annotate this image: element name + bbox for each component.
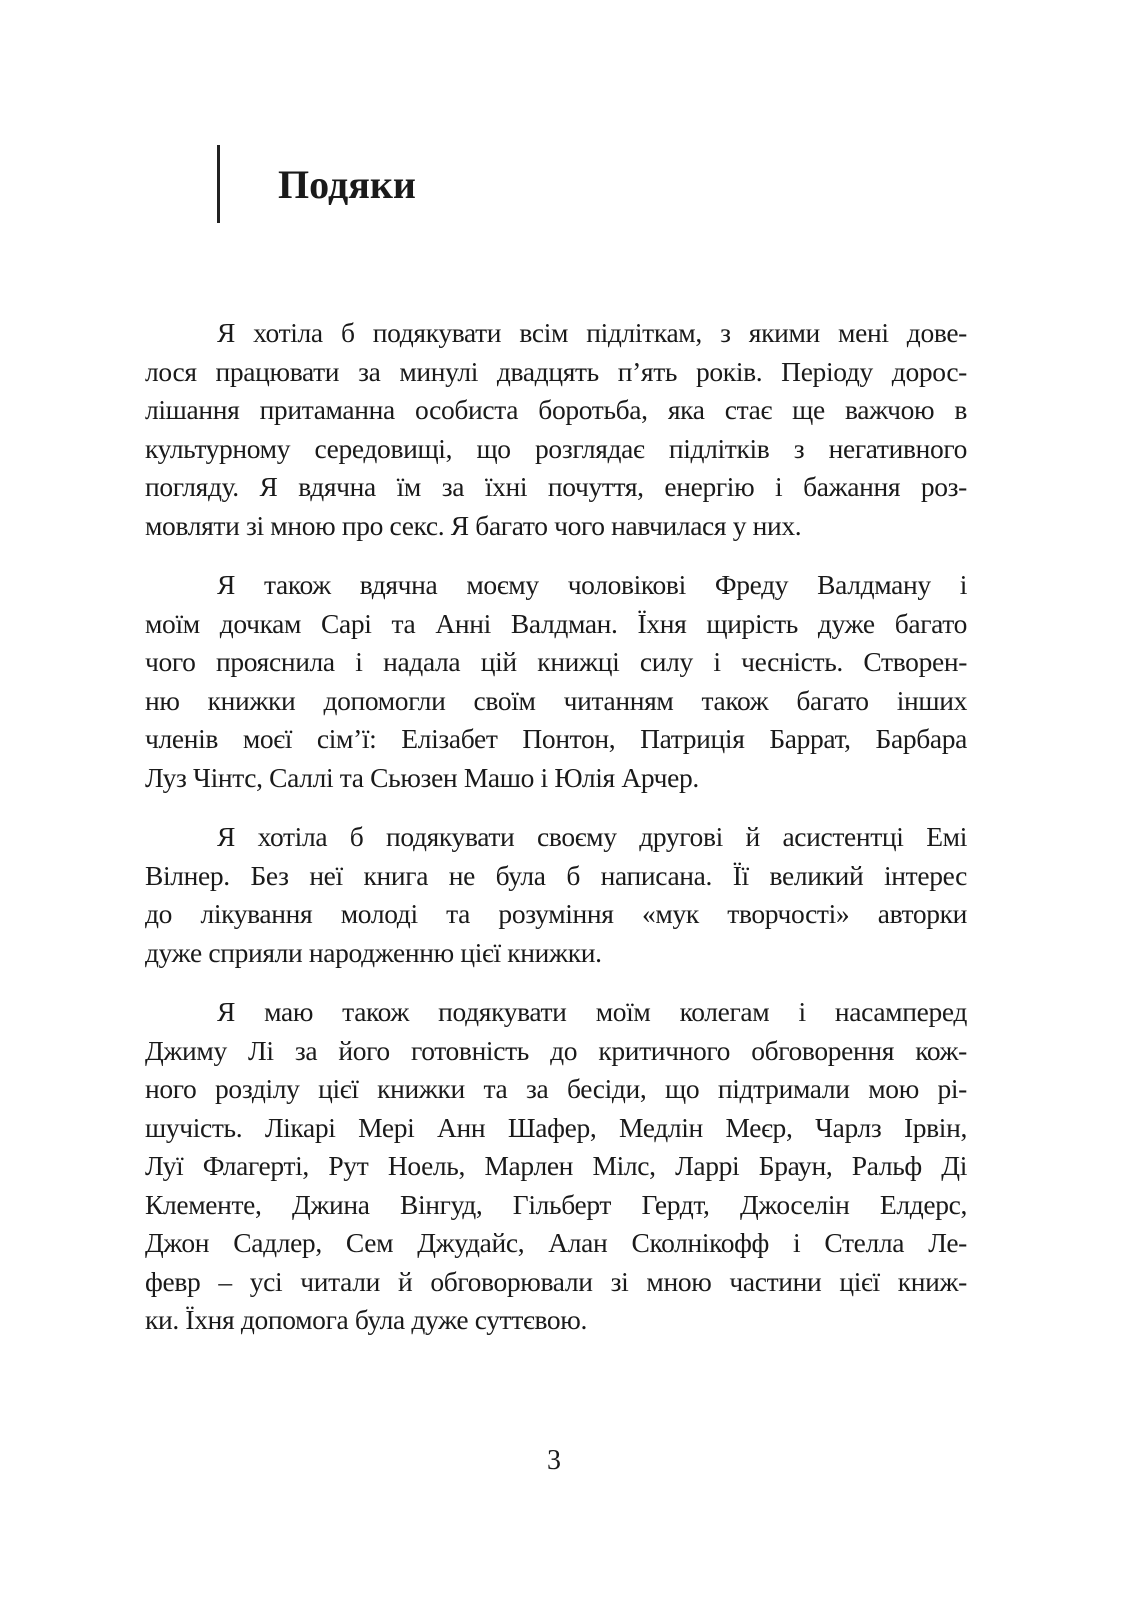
text-line: Я також вдячна моєму чоловікові Фреду Валдману і: [217, 569, 967, 600]
text-line: Джиму Лі за його готовність до критичного обговорення кож-: [145, 1034, 967, 1066]
text-line: мовляти зі мною про секс. Я багато чого навчилася у них.: [145, 509, 802, 541]
text-line: моїм дочкам Сарі та Анні Валдман. Їхня щирість дуже багато: [145, 607, 967, 639]
text-line: Я хотіла б подякувати своєму другові й асистентці Емі: [217, 821, 967, 852]
text-line: лішання притаманна особиста боротьба, яка стає ще важчою в: [145, 394, 967, 425]
body-text: [145, 314, 967, 1361]
text-line: Луз Чінтс, Саллі та Сьюзен Машо і Юлія Арчер.: [145, 761, 699, 793]
text-line: февр – усі читали й обговорювали зі мною частини цієї книж-: [145, 1265, 967, 1297]
text-line: Клементе, Джина Вінгуд, Гільберт Гердт, Джоселін Елдерс,: [145, 1188, 967, 1220]
text-line: культурному середовищі, що розглядає підлітків з негативного: [145, 432, 967, 464]
text-line: шучість. Лікарі Мері Анн Шафер, Медлін Меєр, Чарлз Ірвін,: [145, 1111, 967, 1143]
text-line: дуже сприяли народженню цієї книжки.: [145, 936, 602, 968]
page-number: 3: [547, 1445, 561, 1476]
paragraph: [145, 314, 967, 545]
text-line: Джон Садлер, Сем Джудайс, Алан Сколнікофф і Стелла Ле-: [145, 1227, 967, 1258]
text-line: Луї Флагерті, Рут Ноель, Марлен Мілс, Ларрі Браун, Ральф Ді: [145, 1150, 967, 1181]
text-line: ного розділу цієї книжки та за бесіди, що підтримали мою рі-: [145, 1073, 967, 1104]
text-line: Вілнер. Без неї книга не була б написана. Її великий інтерес: [145, 859, 967, 891]
page-title: Подяки: [278, 162, 416, 207]
text-line: до лікування молоді та розуміння «мук творчості» авторки: [145, 898, 967, 929]
text-line: лося працювати за минулі двадцять п’ять років. Періоду дорос-: [145, 355, 967, 387]
text-line: Я хотіла б подякувати всім підліткам, з якими мені дове-: [217, 317, 967, 348]
paragraph: [145, 818, 967, 972]
text-line: погляду. Я вдячна їм за їхні почуття, енергію і бажання роз-: [145, 471, 967, 502]
text-line: Я маю також подякувати моїм колегам і насамперед: [217, 996, 967, 1027]
heading-rule: [217, 145, 220, 223]
text-line: чого прояснила і надала цій книжці силу і чесність. Створен-: [145, 646, 967, 677]
text-line: ки. Їхня допомога була дуже суттєвою.: [145, 1304, 588, 1335]
text-line: членів моєї сім’ї: Елізабет Понтон, Патриція Баррат, Барбара: [145, 723, 967, 754]
paragraph: [145, 993, 967, 1340]
text-line: ню книжки допомогли своїм читанням також багато інших: [145, 684, 967, 716]
paragraph: [145, 566, 967, 797]
